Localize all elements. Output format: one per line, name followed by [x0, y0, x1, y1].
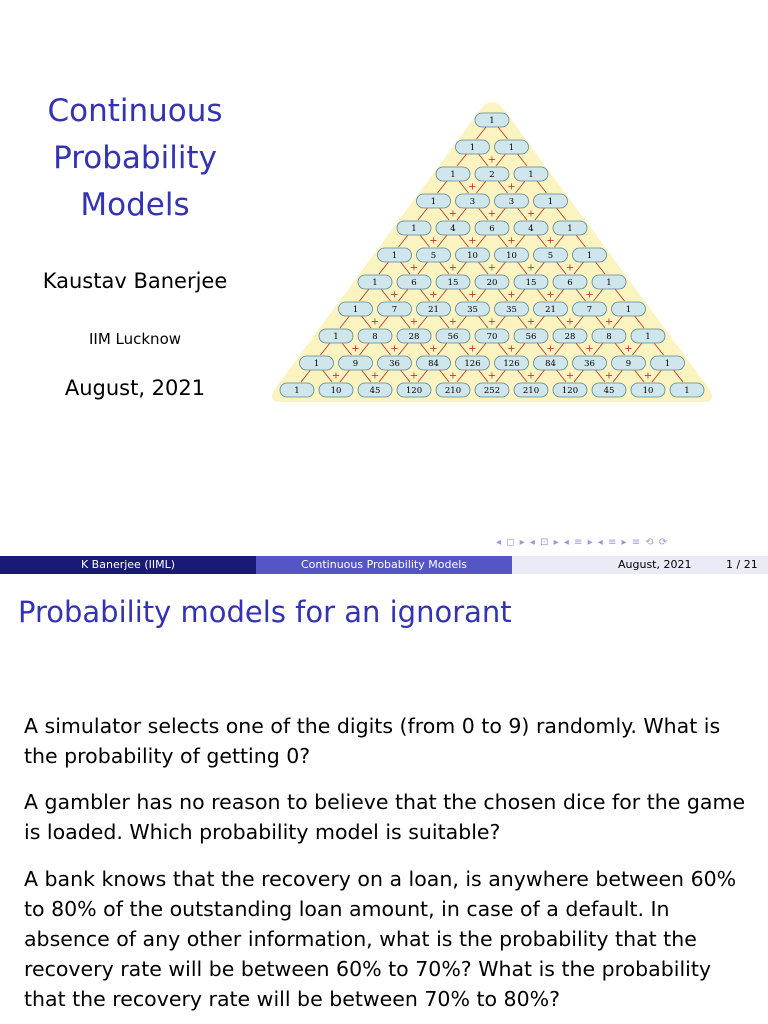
pascal-cell [319, 329, 353, 343]
pascal-cell-value: 4 [450, 224, 456, 234]
plus-sign: + [565, 262, 575, 274]
pascal-cell [514, 167, 548, 181]
pascal-cell [436, 329, 470, 343]
plus-sign: + [507, 343, 516, 355]
pascal-cell-value: 1 [684, 386, 690, 396]
pascal-cell [339, 302, 373, 316]
plus-sign: + [429, 343, 438, 355]
pascal-cell [300, 356, 334, 370]
plus-sign: + [468, 343, 477, 355]
pascal-cell [436, 221, 470, 235]
beamer-navigation-icons[interactable]: ◂ ◻ ▸ ◂ ⊡ ▸ ◂ ≡ ▸ ◂ ≡ ▸ ≡ ⟲ ⟳ [496, 537, 669, 548]
plus-sign: + [565, 370, 575, 382]
pascal-cell-value: 1 [391, 251, 398, 261]
plus-sign: + [487, 154, 497, 166]
pascal-cell-value: 5 [430, 251, 437, 261]
pascal-cell-value: 36 [584, 359, 595, 369]
pascal-cell-value: 20 [486, 278, 498, 288]
pascal-cell-value: 1 [294, 386, 300, 396]
pascal-cell [475, 329, 509, 343]
pascal-cell-value: 56 [447, 332, 459, 342]
plus-sign: + [468, 289, 477, 301]
plus-sign: + [429, 289, 438, 301]
pascal-cell [553, 221, 587, 235]
pascal-cell [397, 221, 431, 235]
footer-page-number: 1 / 21 [726, 558, 758, 571]
plus-sign: + [604, 316, 614, 328]
pascal-cell [553, 383, 587, 397]
pascal-cell-value: 210 [522, 386, 540, 396]
pascal-cell-value: 5 [547, 251, 554, 261]
pascal-cell [495, 356, 529, 370]
plus-sign: + [370, 316, 380, 328]
pascal-cell [456, 302, 490, 316]
pascal-cell-value: 1 [508, 143, 515, 153]
pascal-cell-value: 56 [525, 332, 537, 342]
pascal-cell-value: 9 [625, 359, 632, 369]
pascal-cell-value: 1 [528, 170, 534, 180]
plus-sign: + [526, 208, 536, 220]
pascal-cell-value: 10 [467, 251, 478, 261]
plus-sign: + [409, 370, 419, 382]
pascal-cell-value: 28 [564, 332, 576, 342]
footer-author: K Banerjee (IIML) [0, 556, 256, 574]
plus-sign: + [507, 289, 516, 301]
pascal-cell-value: 1 [606, 278, 612, 288]
pascal-cell-value: 7 [586, 305, 593, 315]
pascal-cell-value: 35 [467, 305, 478, 315]
plus-sign: + [526, 262, 536, 274]
pascal-cell [378, 302, 412, 316]
presentation-title [20, 88, 250, 229]
pascal-cell-value: 1 [411, 224, 417, 234]
content-slide [0, 576, 768, 1024]
plus-sign: + [468, 235, 477, 247]
pascal-cell-value: 1 [372, 278, 378, 288]
pascal-cell-value: 1 [567, 224, 573, 234]
pascal-cell-value: 10 [642, 386, 654, 396]
pascal-cell [475, 167, 509, 181]
pascal-cell [631, 383, 665, 397]
plus-sign: + [487, 208, 497, 220]
pascal-cell [573, 356, 607, 370]
plus-sign: + [448, 262, 458, 274]
pascal-cell-value: 252 [483, 386, 501, 396]
pascal-cell [397, 329, 431, 343]
pascal-cell [456, 248, 490, 262]
pascal-cell [475, 275, 509, 289]
pascal-cell [534, 356, 568, 370]
pascal-cell-value: 3 [508, 197, 515, 207]
pascal-cell [378, 356, 412, 370]
question-paragraph-1: A simulator selects one of the digits (from 0 to 9) randomly. What is the probability of getting 0? [24, 714, 721, 768]
plus-sign: + [448, 208, 458, 220]
presentation-date: August, 2021 [64, 376, 206, 400]
pascal-cell [397, 275, 431, 289]
plus-sign: + [487, 370, 497, 382]
pascal-cell-value: 4 [528, 224, 534, 234]
pascal-cell [456, 194, 490, 208]
pascal-cell [436, 275, 470, 289]
question-paragraph-3: A bank knows that the recovery on a loan, is anywhere between 60% to 80% of the outstanding loan amount, in case of a default. In absence of any other information, what is the probability that the recovery rate will be between 60% to 70%? What is the probability that the recovery rate will be between 70% to 80%? [24, 867, 737, 1011]
pascal-cell [534, 194, 568, 208]
frame-title: Probability models for an ignorant [18, 595, 512, 629]
pascal-cell [319, 383, 353, 397]
pascal-triangle-image [268, 100, 718, 410]
pascal-cell [553, 275, 587, 289]
plus-sign: + [429, 235, 438, 247]
pascal-cell-value: 15 [447, 278, 459, 288]
pascal-cell [514, 275, 548, 289]
pascal-cell [592, 383, 626, 397]
pascal-cell [339, 356, 373, 370]
plus-sign: + [546, 235, 555, 247]
pascal-cell-value: 15 [525, 278, 537, 288]
pascal-cell [456, 356, 490, 370]
footer-bar [0, 556, 768, 574]
pascal-cell-value: 7 [391, 305, 398, 315]
pascal-cell [573, 248, 607, 262]
pascal-cell-value: 1 [333, 332, 339, 342]
pascal-cell-value: 10 [330, 386, 342, 396]
pascal-cell-value: 1 [450, 170, 456, 180]
pascal-cell-value: 126 [503, 359, 520, 369]
pascal-cell [612, 356, 646, 370]
pascal-cell-value: 8 [372, 332, 378, 342]
pascal-cell-value: 1 [313, 359, 320, 369]
pascal-cell [417, 248, 451, 262]
plus-sign: + [351, 343, 360, 355]
pascal-cell [514, 221, 548, 235]
institute-name: IIM Lucknow [88, 330, 182, 348]
pascal-cell-value: 1 [352, 305, 359, 315]
pascal-cell-value: 2 [489, 170, 495, 180]
plus-sign: + [448, 316, 458, 328]
pascal-cell [514, 329, 548, 343]
plus-sign: + [643, 370, 653, 382]
pascal-cell-value: 210 [444, 386, 462, 396]
pascal-cell [475, 383, 509, 397]
pascal-cell-value: 1 [664, 359, 671, 369]
pascal-cell-value: 84 [545, 359, 556, 369]
pascal-cell [534, 248, 568, 262]
footer-title: Continuous Probability Models [256, 556, 512, 574]
pascal-cell-value: 1 [489, 116, 495, 126]
triangle-background [272, 102, 712, 402]
pascal-cell-value: 6 [489, 224, 495, 234]
pascal-cell [378, 248, 412, 262]
pascal-cell [475, 221, 509, 235]
pascal-cell [436, 167, 470, 181]
plus-sign: + [409, 316, 419, 328]
pascal-cell-value: 10 [506, 251, 517, 261]
pascal-cell [417, 356, 451, 370]
plus-sign: + [526, 370, 536, 382]
pascal-cell [358, 329, 392, 343]
pascal-cell-value: 120 [561, 386, 579, 396]
author-name: Kaustav Banerjee [42, 269, 228, 293]
pascal-cell [495, 248, 529, 262]
pascal-cell-value: 1 [645, 332, 651, 342]
pascal-cell [495, 140, 529, 154]
pascal-cell-value: 45 [369, 386, 381, 396]
pascal-cell [670, 383, 704, 397]
title-line-3: Models [80, 187, 190, 223]
pascal-cell [417, 302, 451, 316]
pascal-cell [534, 302, 568, 316]
plus-sign: + [331, 370, 341, 382]
question-paragraph-2: A gambler has no reason to believe that the chosen dice for the game is loaded. Which probability model is suitable? [24, 790, 746, 844]
pascal-cell [592, 275, 626, 289]
footer-date: August, 2021 [618, 558, 692, 571]
pascal-cell-value: 70 [486, 332, 498, 342]
pascal-cell [514, 383, 548, 397]
plus-sign: + [546, 289, 555, 301]
pascal-cell [651, 356, 685, 370]
pascal-cell [612, 302, 646, 316]
pascal-cell-value: 9 [352, 359, 359, 369]
pascal-cell [553, 329, 587, 343]
pascal-cell [280, 383, 314, 397]
title-line-2: Probability [53, 140, 217, 176]
plus-sign: + [604, 370, 614, 382]
plus-sign: + [585, 289, 594, 301]
pascal-cell [592, 329, 626, 343]
plus-sign: + [409, 262, 419, 274]
pascal-cell [358, 383, 392, 397]
pascal-cell-value: 21 [428, 305, 439, 315]
pascal-cell [495, 194, 529, 208]
pascal-cell-value: 8 [606, 332, 612, 342]
plus-sign: + [390, 343, 399, 355]
plus-sign: + [507, 235, 516, 247]
title-line-1: Continuous [47, 93, 223, 129]
pascal-cell-value: 35 [506, 305, 517, 315]
plus-sign: + [565, 316, 575, 328]
pascal-cell-value: 120 [405, 386, 423, 396]
pascal-cell [358, 275, 392, 289]
plus-sign: + [370, 370, 380, 382]
pascal-cell-value: 126 [464, 359, 481, 369]
plus-sign: + [507, 181, 516, 193]
pascal-cell [417, 194, 451, 208]
pascal-cell [495, 302, 529, 316]
pascal-cell-value: 1 [547, 197, 554, 207]
pascal-cell [573, 302, 607, 316]
pascal-cell [436, 383, 470, 397]
plus-sign: + [487, 316, 497, 328]
pascal-cell-value: 21 [545, 305, 556, 315]
plus-sign: + [526, 316, 536, 328]
pascal-cell-value: 1 [469, 143, 476, 153]
pascal-cell-value: 1 [430, 197, 437, 207]
plus-sign: + [546, 343, 555, 355]
plus-sign: + [390, 289, 399, 301]
plus-sign: + [624, 343, 633, 355]
pascal-cell-value: 1 [625, 305, 632, 315]
plus-sign: + [487, 262, 497, 274]
pascal-cell [397, 383, 431, 397]
plus-sign: + [585, 343, 594, 355]
pascal-cell-value: 45 [603, 386, 615, 396]
plus-sign: + [468, 181, 477, 193]
pascal-cell-value: 1 [586, 251, 593, 261]
pascal-cell-value: 36 [389, 359, 400, 369]
pascal-cell-value: 3 [469, 197, 476, 207]
footer-date-page [512, 556, 768, 574]
plus-sign: + [448, 370, 458, 382]
pascal-cell [631, 329, 665, 343]
pascal-cell [456, 140, 490, 154]
pascal-cell-value: 6 [567, 278, 573, 288]
pascal-cell [475, 113, 509, 127]
pascal-cell-value: 6 [411, 278, 417, 288]
pascal-cell-value: 84 [428, 359, 439, 369]
pascal-cell-value: 28 [408, 332, 420, 342]
